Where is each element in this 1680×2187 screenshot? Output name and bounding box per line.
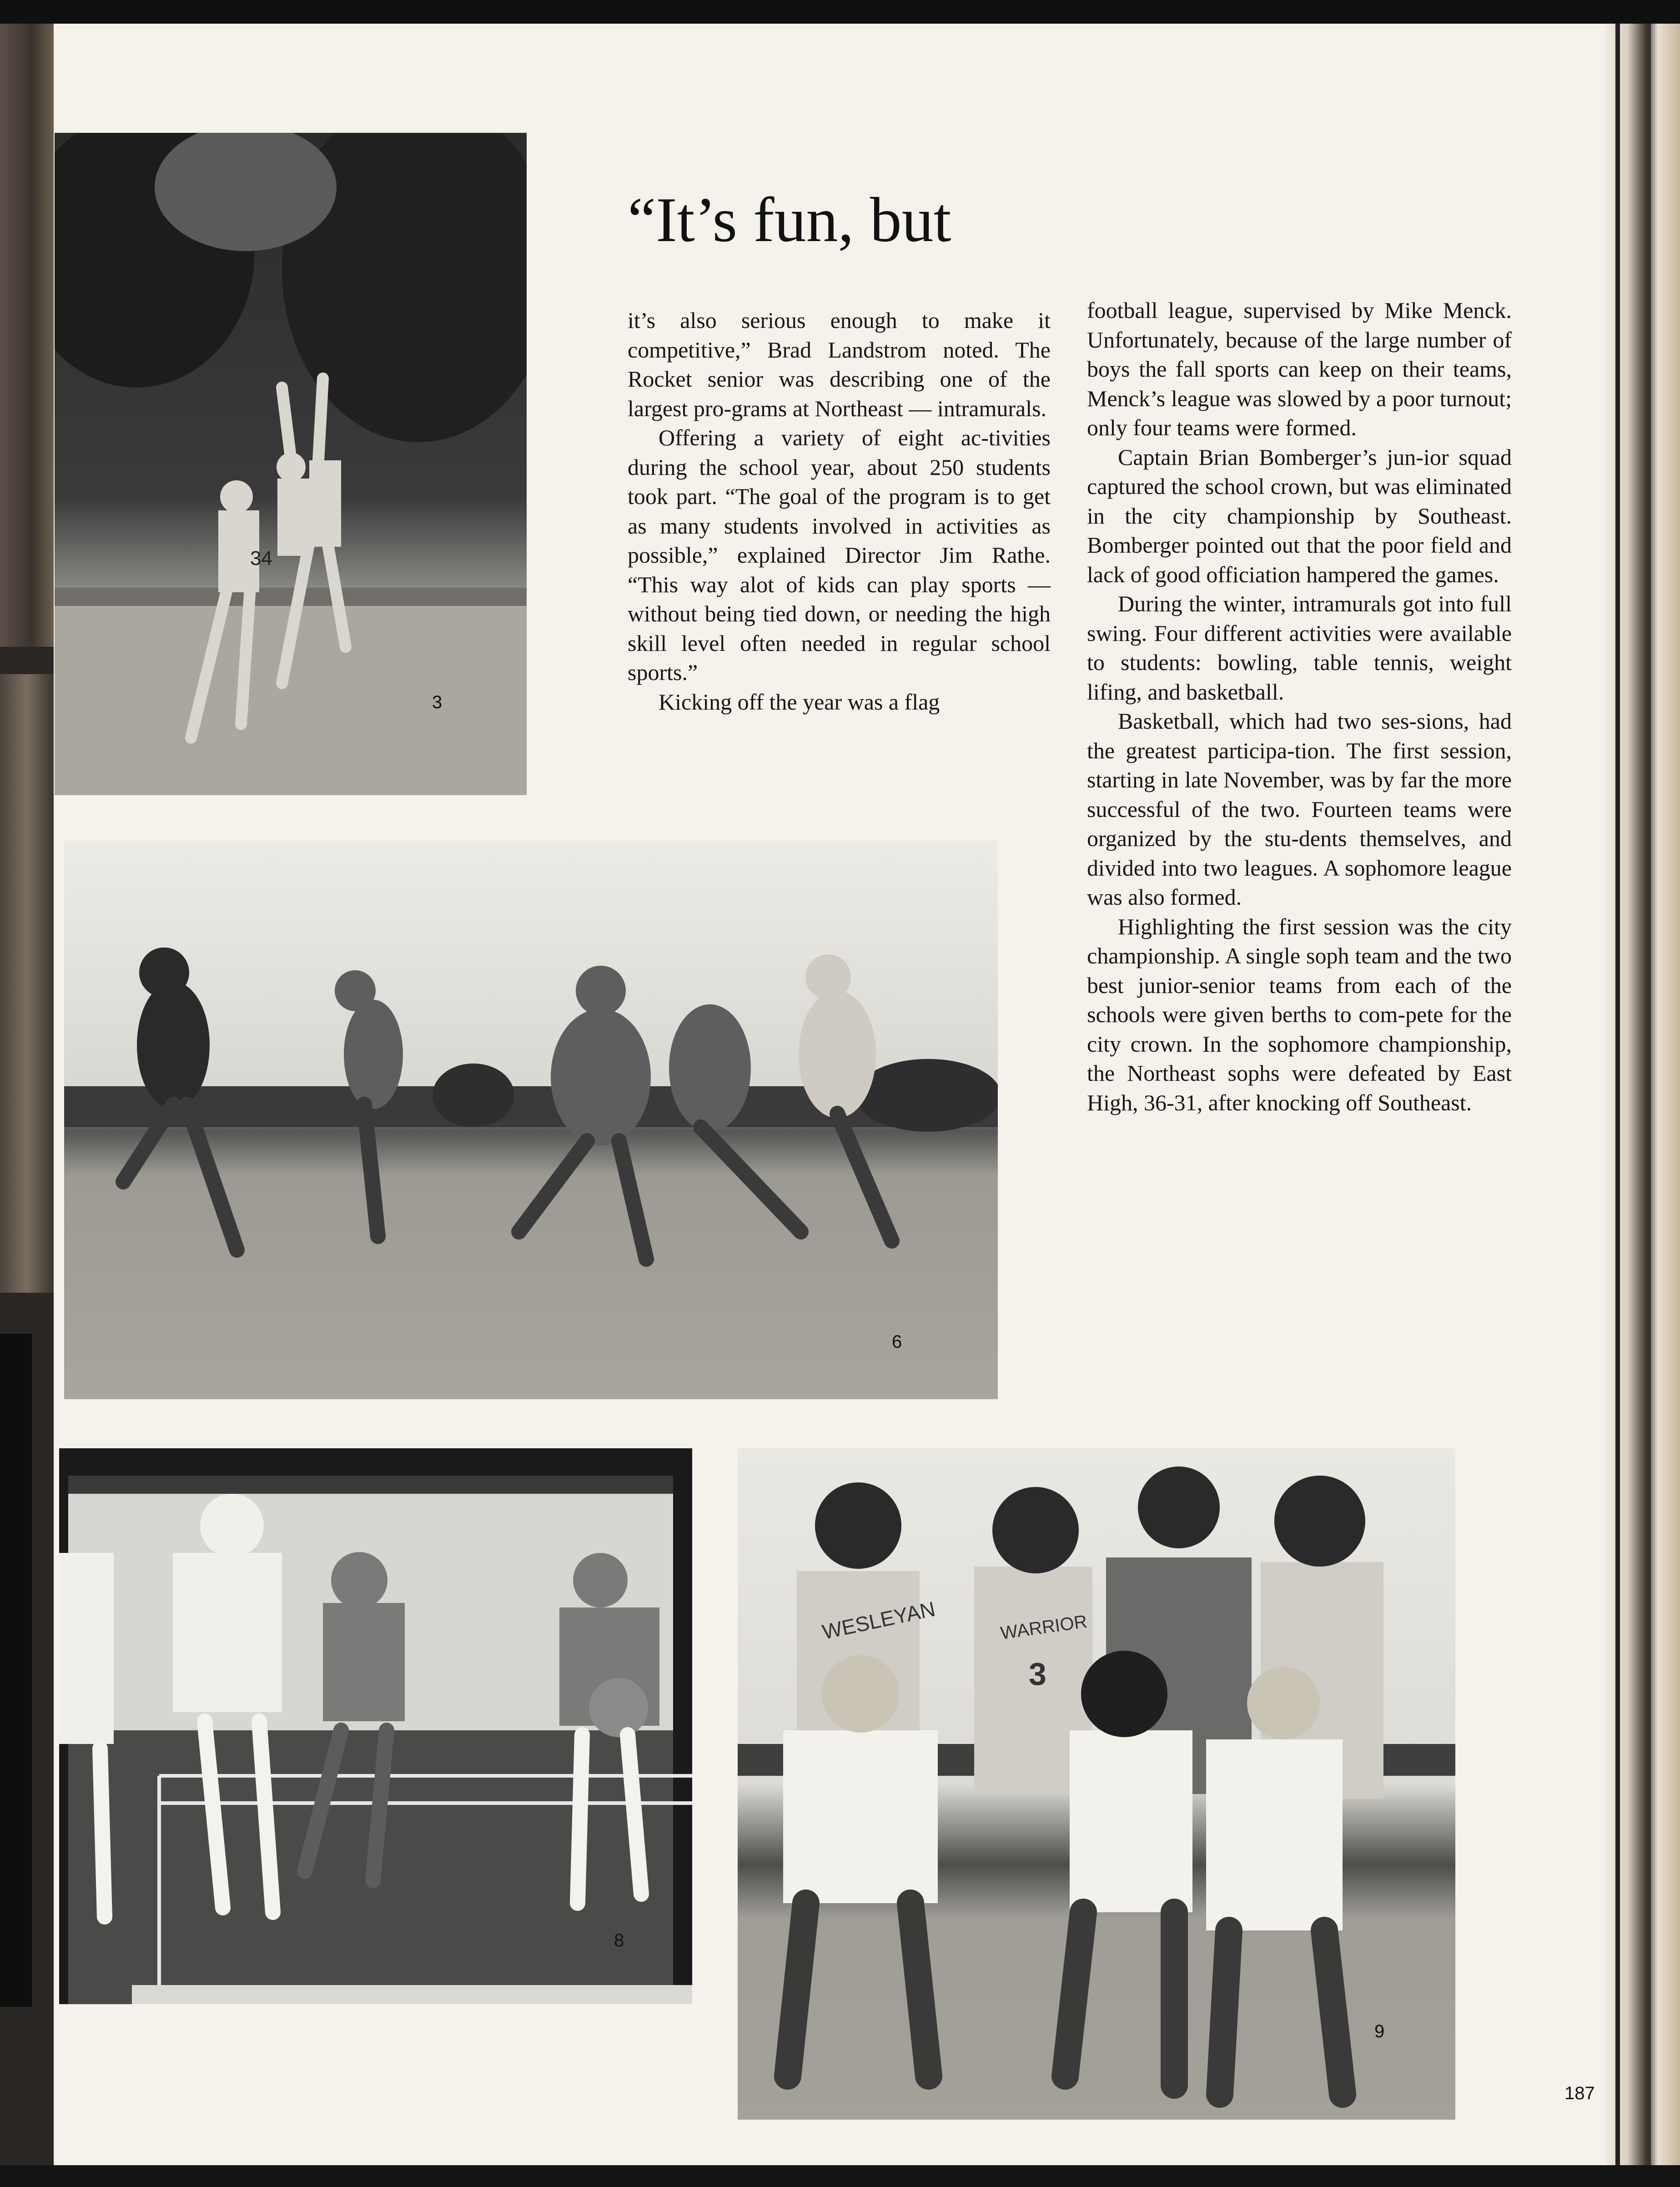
paragraph: Captain Brian Bomberger’s jun-ior squad captured the school crown, but was eliminated in the city championship by Southeast. Bomberger pointed out that the poor field and lack of good officiation hampered the games.	[1087, 444, 1512, 587]
photo-frisbee-catch	[55, 133, 527, 795]
photo-team-group	[738, 1448, 1455, 2120]
book-page-edges	[1605, 24, 1680, 2165]
paragraph: Offering a variety of eight ac-tivities during the school year, about 250 students took part. “The goal of the program is to get as many students involved in activities as possible,” explained Director Jim Rathe. “This way alot of kids can play sports — without being tied down, or needing the high skill level often needed in regular school sports.”	[628, 425, 1051, 685]
paragraph: Basketball, which had two ses-sions, had the greatest participa-tion. The first session, starting in late November, was by far the more successful of the two. Fourteen teams were organized by the stu-dents themselves, and divided into two leagues. A sophomore league was also formed.	[1087, 708, 1512, 910]
shirt-lettering: WARRIOR	[999, 1611, 1089, 1643]
jersey-number: 3	[1029, 1656, 1046, 1692]
paragraph: it’s also serious enough to make it competitive,” Brad Landstrom noted. The Rocket senior was describing one of the largest pro-grams at Northeast — intramurals.	[628, 307, 1051, 421]
scan-bottom-border	[0, 2165, 1680, 2187]
scan-left-edge	[0, 24, 54, 2187]
article-column-2	[1087, 296, 1512, 1117]
photo-number: 3	[432, 692, 443, 712]
article-column-1	[628, 306, 1051, 716]
jersey-number: 34	[250, 547, 272, 569]
paragraph: football league, supervised by Mike Menck. Unfortunately, because of the large number of boys the fall sports can keep on their teams, Menck’s league was slowed by a poor turnout; only four teams were formed.	[1087, 297, 1512, 440]
article-headline: “It’s fun, but	[628, 185, 951, 255]
photo-gym-basketball	[59, 1448, 692, 2004]
scan-top-border	[0, 0, 1680, 24]
photo-flag-football	[64, 841, 998, 1399]
photo-number: 6	[892, 1332, 902, 1352]
yearbook-page	[54, 24, 1605, 2165]
page-number: 187	[1564, 2083, 1595, 2103]
paragraph: During the winter, intramurals got into full swing. Four different activities were available to students: bowling, table tennis, weight lifing, and basketball.	[1087, 591, 1512, 705]
paragraph: Highlighting the first session was the city championship. A single soph team and the two best junior-senior teams from each of the schools were given berths to com-pete for the city crown. In the sophomore championship, the Northeast sophs were defeated by East High, 36-31, after knocking off Southeast.	[1087, 913, 1512, 1115]
photo-number: 9	[1374, 2021, 1385, 2041]
shirt-lettering: WESLEYAN	[820, 1597, 937, 1644]
paragraph: Kicking off the year was a flag	[659, 689, 940, 715]
photo-number: 8	[614, 1930, 624, 1950]
